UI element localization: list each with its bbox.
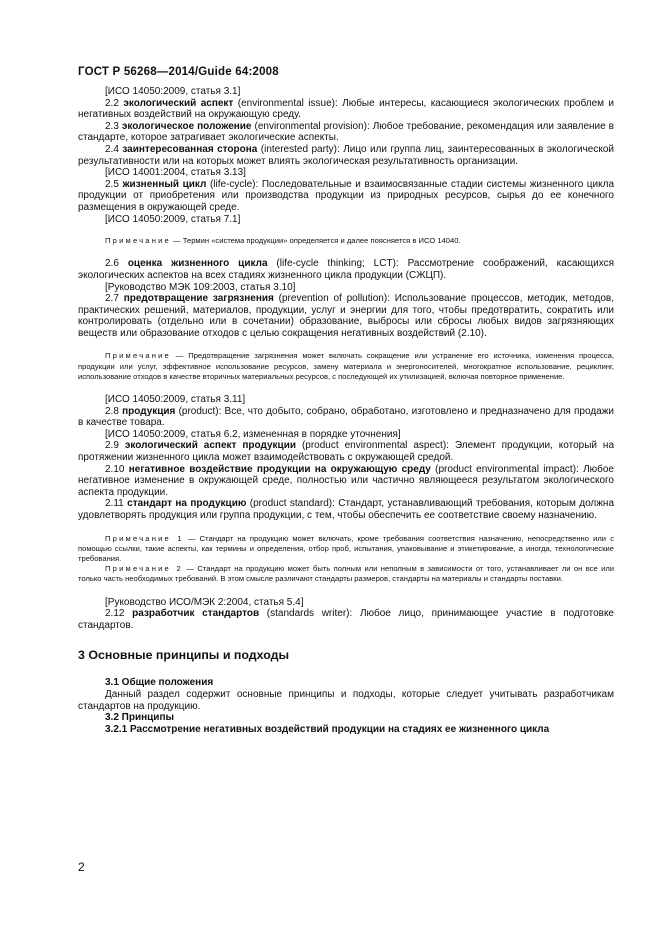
page-content [78, 86, 614, 735]
term-number: 2.9 [105, 440, 119, 452]
section-title: 3 Основные принципы и подходы [78, 648, 290, 663]
reference: [ИСО 14050:2009, статья 7.1] [105, 213, 241, 225]
term: заинтересованная сторона [122, 143, 258, 155]
term-number: 2.10 [105, 463, 125, 475]
term-number: 2.11 [105, 498, 124, 510]
page-number: 2 [78, 860, 85, 874]
reference: [Руководство МЭК 109:2003, статья 3.10] [105, 281, 296, 293]
definition-2-2 [78, 98, 614, 121]
note-label: Примечание 2 [105, 564, 183, 574]
definition-text: (life-cycle): Последовательные и взаимосвязанные стадии системы жизненного цикла продукции от приобретения или производства продукции из природных ресурсов, сырья до ее конечного размещения в окружающей среде. [78, 178, 615, 213]
reference: [ИСО 14050:2009, статья 6.2, измененная в порядке уточнения] [105, 428, 401, 440]
note [78, 236, 614, 246]
definition-text: (interested party): Лицо или группа лиц, заинтересованных в экологической результативности или на которых может влиять экологическая результативность организации. [78, 143, 615, 167]
term: жизненный цикл [122, 178, 207, 190]
definition-2-8 [78, 406, 614, 429]
term: разработчик стандартов [132, 608, 260, 620]
note-text: — Термин «система продукции» определяется и далее поясняется в ИСО 14040. [170, 236, 461, 246]
definition-2-7 [78, 293, 614, 339]
definition-text: (product environmental aspect): Элемент продукции, который на протяжении жизненного цикла может взаимодействовать с окружающей средой. [78, 440, 615, 464]
definition-2-12 [78, 608, 614, 631]
reference: [ИСО 14050:2009, статья 3.1] [105, 86, 241, 97]
definition-2-11 [78, 498, 614, 521]
definition-text: (environmental issue): Любые интересы, касающиеся экологических проблем и негативных воздействий на окружающую среду. [78, 97, 614, 121]
term-number: 2.2 [105, 97, 119, 109]
term-number: 2.7 [105, 293, 119, 305]
definition-2-6 [78, 258, 614, 281]
term: стандарт на продукцию [127, 498, 247, 510]
term: экологический аспект [123, 97, 234, 109]
definition-text: (product environmental impact): Любое негативное изменение в окружающей среде, полностью или частично являющееся результатом экологического аспекта продукции. [78, 463, 614, 498]
document-header: ГОСТ Р 56268—2014/Guide 64:2008 [78, 66, 279, 78]
note-label: Примечание [105, 236, 171, 246]
note-text: — Предотвращение загрязнения может включать сокращение или устранение его источника, изменения процесса, продукции или услуг, эффективное использование ресурсов, замену материала и энергоносителей, многократное использование, рециклинг, использование отходов в качестве вторичных материальных ресурсов, с последующей их утилизацией, включая повторное применение. [78, 351, 614, 381]
subsection-text: Данный раздел содержит основные принципы и подходы, которые следует учитывать разработчикам стандартов на продукцию. [78, 689, 614, 712]
note [78, 564, 614, 584]
note [78, 351, 614, 382]
term: предотвращение загрязнения [123, 293, 274, 305]
definition-text: (life-cycle thinking; LCT): Рассмотрение соображений, касающихся экологических аспектов на всех стадиях жизненного цикла продукции (СЖЦП). [78, 258, 614, 281]
note-text: — Стандарт на продукцию может включать, кроме требования соответствия назначению, непосредственно или с помощью ссылки, такие аспекты, как термины и определения, отбор проб, испытания, упаковывание и этикетирование, а иногда, технологические требования. [78, 533, 614, 564]
definition-2-3 [78, 121, 614, 144]
term-number: 2.4 [105, 143, 119, 155]
reference: [ИСО 14001:2004, статья 3.13] [105, 167, 246, 179]
subsubsection-title: 3.2.1 Рассмотрение негативных воздействий продукции на стадиях ее жизненного цикла [105, 723, 550, 735]
subsection-title: 3.2 Принципы [105, 712, 175, 724]
definition-text: (environmental provision): Любое требование, рекомендация или заявление в стандарте, которое затрагивает экологические аспекты. [78, 120, 614, 144]
note [78, 534, 614, 565]
reference: [ИСО 14050:2009, статья 3.11] [105, 394, 246, 406]
term-number: 2.5 [105, 178, 119, 190]
term: экологическое положение [121, 120, 252, 132]
definition-2-4 [78, 144, 614, 167]
subsection-title: 3.1 Общие положения [105, 677, 214, 689]
definition-2-9 [78, 440, 614, 463]
definition-2-10 [78, 464, 614, 499]
definition-text: (product standard): Стандарт, устанавливающий требования, которым должна удовлетворять продукция или группа продукции, с тем, чтобы обеспечить ее соответствие своему назначению. [78, 498, 615, 522]
reference: [Руководство ИСО/МЭК 2:2004, статья 5.4] [105, 596, 304, 608]
note-label: Примечание 1 [105, 533, 184, 543]
definition-2-5 [78, 179, 614, 214]
definition-text: (standards writer): Любое лицо, принимающее участие в подготовке стандартов. [78, 608, 614, 631]
term: продукция [122, 405, 176, 417]
term-number: 2.6 [105, 258, 119, 270]
definition-text: (product): Все, что добыто, собрано, обработано, изготовлено и предназначено для продажи в качестве товара. [78, 405, 614, 429]
term-number: 2.8 [105, 405, 119, 417]
term-number: 2.12 [105, 608, 125, 620]
term-number: 2.3 [105, 120, 119, 132]
note-label: Примечание [105, 351, 171, 361]
term: негативное воздействие продукции на окружающую среду [128, 463, 431, 475]
term: оценка жизненного цикла [127, 258, 268, 270]
note-text: — Стандарт на продукцию может быть полным или неполным в зависимости от того, устанавливает ли он все или только часть необходимых требований. В этом смысле различают стандарты размеров, стандарты на материалы и стандарты поставки. [78, 564, 615, 584]
term: экологический аспект продукции [124, 440, 296, 452]
definition-text: (prevention of pollution): Использование процессов, методик, методов, практических решений, материалов, продукции, услуг и энергии для того, чтобы предотвратить, сократить или контролировать (отдельно или в сочетании) образование, выбросы или сбросы любых видов загрязняющих веществ или образование отходов с целью сокращения негативных воздействий (2.10). [78, 293, 614, 339]
